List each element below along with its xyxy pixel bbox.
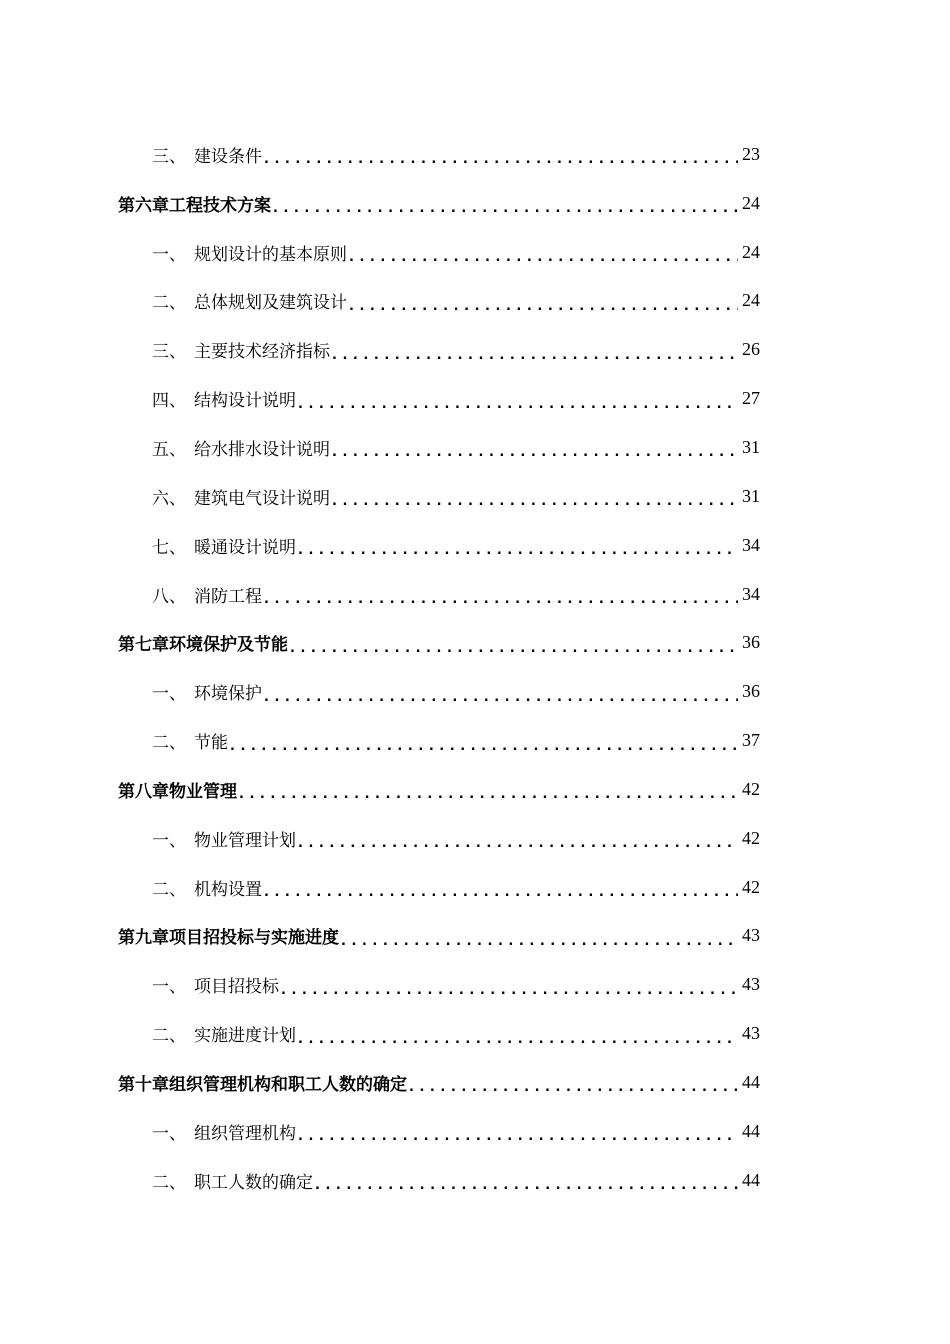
toc-entry-number: 一、 — [152, 684, 186, 705]
toc-entry-page: 24 — [742, 192, 760, 213]
toc-entry-title: 项目招投标 — [194, 977, 279, 998]
toc-entry-page: 34 — [742, 583, 760, 604]
dot-leader — [281, 979, 738, 999]
toc-entry-title: 总体规划及建筑设计 — [194, 293, 347, 314]
toc-entry-page: 26 — [742, 339, 760, 360]
toc-entry-page: 37 — [742, 730, 760, 751]
toc-entry-page: 24 — [742, 241, 760, 262]
dot-leader — [298, 1125, 738, 1145]
toc-chapter-entry[interactable] — [118, 1058, 760, 1107]
toc-entry-number: 三、 — [152, 146, 186, 167]
toc-chapter-title: 第七章环境保护及节能 — [118, 635, 288, 656]
toc-chapter-entry[interactable] — [118, 912, 760, 961]
toc-entry-page: 43 — [742, 1023, 760, 1044]
dot-leader — [332, 441, 738, 461]
toc-entry-number: 二、 — [152, 293, 186, 314]
toc-entry-title: 结构设计说明 — [194, 391, 296, 412]
toc-entry[interactable] — [118, 1156, 760, 1205]
toc-entry[interactable] — [118, 277, 760, 326]
toc-entry[interactable] — [118, 716, 760, 765]
toc-entry[interactable] — [118, 325, 760, 374]
toc-entry-number: 四、 — [152, 391, 186, 412]
toc-entry-title: 节能 — [194, 733, 228, 754]
toc-entry-number: 一、 — [152, 244, 186, 265]
toc-entry-number: 二、 — [152, 733, 186, 754]
toc-entry-title: 给水排水设计说明 — [194, 439, 330, 460]
dot-leader — [349, 295, 738, 315]
toc-entry-number: 二、 — [152, 1026, 186, 1047]
toc-entry-title: 环境保护 — [194, 684, 262, 705]
toc-entry[interactable] — [118, 521, 760, 570]
table-of-contents — [118, 130, 760, 1205]
dot-leader — [264, 686, 738, 706]
toc-entry-number: 三、 — [152, 342, 186, 363]
toc-entry-title: 建设条件 — [194, 146, 262, 167]
toc-entry-page: 31 — [742, 436, 760, 457]
dot-leader — [298, 539, 738, 559]
toc-entry-title: 物业管理计划 — [194, 830, 296, 851]
toc-entry[interactable] — [118, 863, 760, 912]
dot-leader — [332, 490, 738, 510]
toc-entry-title: 实施进度计划 — [194, 1026, 296, 1047]
toc-chapter-entry[interactable] — [118, 179, 760, 228]
toc-entry[interactable] — [118, 570, 760, 619]
toc-entry-page: 24 — [742, 290, 760, 311]
toc-chapter-entry[interactable] — [118, 765, 760, 814]
dot-leader — [290, 637, 738, 657]
toc-chapter-title: 第六章工程技术方案 — [118, 195, 271, 216]
dot-leader — [230, 735, 738, 755]
toc-entry-page: 27 — [742, 388, 760, 409]
toc-entry-page: 43 — [742, 974, 760, 995]
toc-entry-page: 36 — [742, 681, 760, 702]
dot-leader — [298, 393, 738, 413]
dot-leader — [341, 930, 738, 950]
toc-entry-page: 44 — [742, 1169, 760, 1190]
toc-entry-number: 一、 — [152, 830, 186, 851]
toc-entry-number: 一、 — [152, 977, 186, 998]
toc-entry-number: 二、 — [152, 879, 186, 900]
dot-leader — [332, 344, 738, 364]
toc-entry-title: 规划设计的基本原则 — [194, 244, 347, 265]
toc-entry-number: 六、 — [152, 488, 186, 509]
toc-entry-page: 36 — [742, 632, 760, 653]
dot-leader — [298, 1028, 738, 1048]
dot-leader — [315, 1174, 738, 1194]
toc-entry[interactable] — [118, 1009, 760, 1058]
toc-entry[interactable] — [118, 374, 760, 423]
toc-entry-number: 八、 — [152, 586, 186, 607]
toc-chapter-title: 第八章物业管理 — [118, 781, 237, 802]
toc-entry-page: 31 — [742, 485, 760, 506]
toc-chapter-title: 第九章项目招投标与实施进度 — [118, 928, 339, 949]
toc-entry-title: 职工人数的确定 — [194, 1172, 313, 1193]
dot-leader — [273, 197, 738, 217]
toc-entry-page: 42 — [742, 778, 760, 799]
toc-entry-title: 主要技术经济指标 — [194, 342, 330, 363]
toc-entry[interactable] — [118, 1107, 760, 1156]
toc-entry-number: 七、 — [152, 537, 186, 558]
toc-entry-page: 42 — [742, 827, 760, 848]
toc-entry[interactable] — [118, 472, 760, 521]
toc-entry-page: 42 — [742, 876, 760, 897]
toc-entry[interactable] — [118, 667, 760, 716]
toc-entry[interactable] — [118, 814, 760, 863]
toc-entry-title: 暖通设计说明 — [194, 537, 296, 558]
toc-entry-number: 一、 — [152, 1123, 186, 1144]
dot-leader — [349, 246, 738, 266]
toc-entry-page: 44 — [742, 1071, 760, 1092]
dot-leader — [409, 1076, 738, 1096]
toc-chapter-entry[interactable] — [118, 618, 760, 667]
toc-entry-title: 消防工程 — [194, 586, 262, 607]
dot-leader — [239, 783, 738, 803]
toc-entry-title: 机构设置 — [194, 879, 262, 900]
toc-entry[interactable] — [118, 960, 760, 1009]
dot-leader — [264, 148, 738, 168]
dot-leader — [264, 588, 738, 608]
toc-chapter-title: 第十章组织管理机构和职工人数的确定 — [118, 1074, 407, 1095]
toc-entry-page: 34 — [742, 534, 760, 555]
toc-entry-number: 五、 — [152, 439, 186, 460]
toc-entry[interactable] — [118, 423, 760, 472]
dot-leader — [264, 881, 738, 901]
toc-entry-number: 二、 — [152, 1172, 186, 1193]
toc-entry-title: 建筑电气设计说明 — [194, 488, 330, 509]
dot-leader — [298, 832, 738, 852]
toc-entry-title: 组织管理机构 — [194, 1123, 296, 1144]
toc-entry[interactable] — [118, 228, 760, 277]
toc-entry-page: 44 — [742, 1120, 760, 1141]
toc-entry-page: 23 — [742, 143, 760, 164]
toc-entry[interactable] — [118, 130, 760, 179]
toc-entry-page: 43 — [742, 925, 760, 946]
